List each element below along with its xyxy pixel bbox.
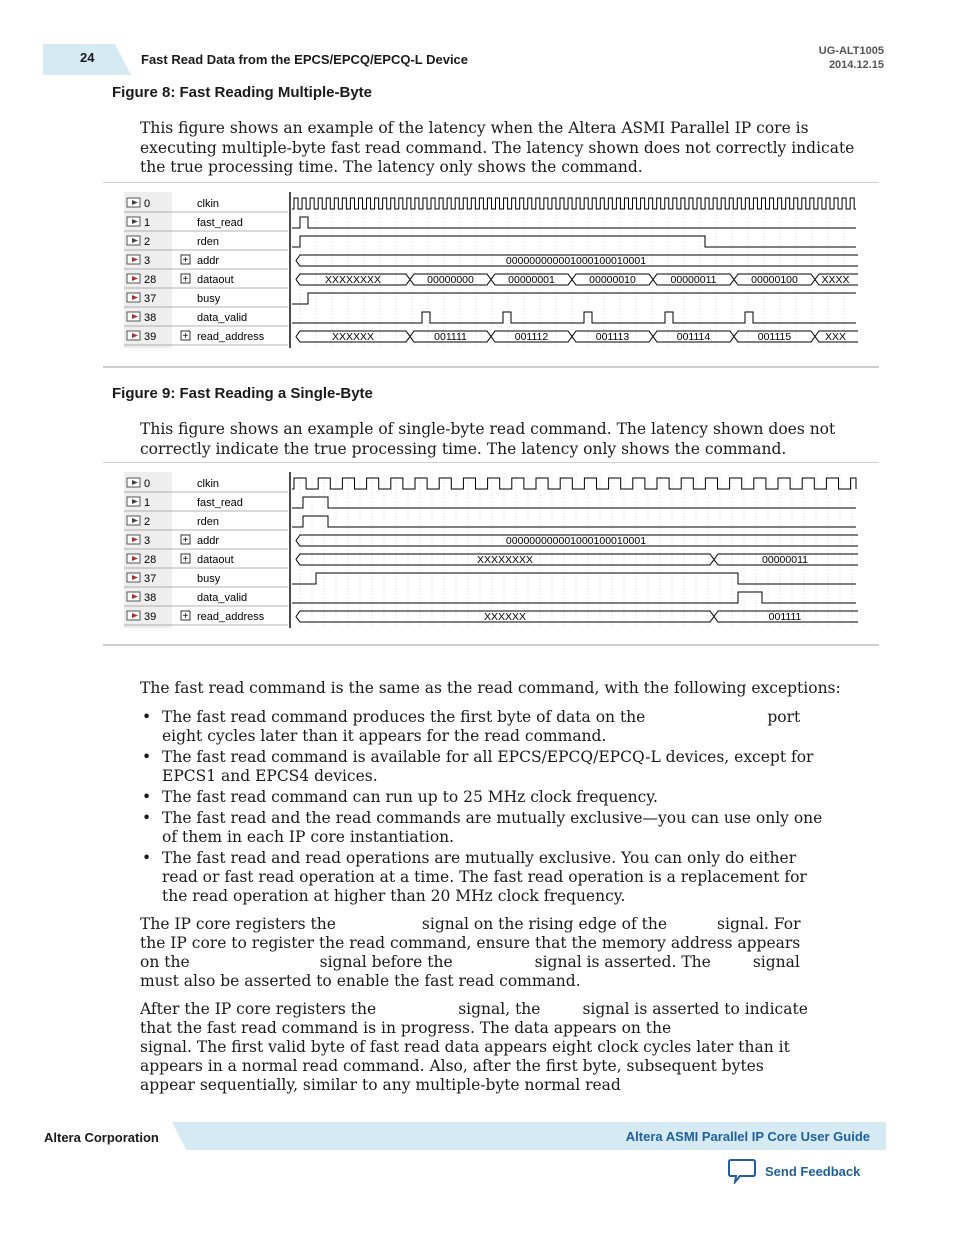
signal-icon: [127, 331, 140, 340]
section-title: Fast Read Data from the EPCS/EPCQ/EPCQ-L Device: [141, 52, 469, 67]
signal-index: 0: [144, 478, 151, 490]
signal-index: 37: [144, 573, 157, 585]
send-feedback-link[interactable]: [727, 1158, 860, 1184]
signal-name: addr: [197, 255, 220, 267]
read-address-value: 001113: [595, 331, 630, 343]
expand-plus: +: [182, 255, 189, 266]
read-address-value: XXXXXX: [483, 611, 527, 623]
dataout-value: 00000010: [589, 274, 636, 286]
send-feedback-label: Send Feedback: [765, 1163, 861, 1179]
figure-9-bottom-rule: [103, 644, 879, 646]
signal-icon: [127, 611, 140, 620]
signal-index: 1: [144, 497, 151, 509]
dataout-value: 00000011: [762, 554, 808, 566]
figure-8-caption: This figure shows an example of the latency when the Altera ASMI Parallel IP core is executing multiple-byte fast read command. The latency shown does not correctly indicate the true processing time. The latency only shows the command.: [140, 119, 855, 176]
signal-icon: [127, 535, 140, 544]
rden-wave: [292, 236, 856, 247]
list-item: • The fast read and read operations are mutually exclusive. You can only do either read or fast read operation at a time. The fast read operation is a replacement for the read operation at higher than 20 MHz clock frequency.: [140, 849, 830, 906]
signal-index: 28: [144, 554, 157, 566]
figure-8-waveform: [124, 192, 858, 350]
waveform-svg: [124, 192, 858, 350]
index-panel: [124, 192, 172, 348]
dataout-value: XXXX: [821, 274, 850, 286]
doc-id: UG-ALT1005: [818, 45, 884, 57]
expand-plus: +: [182, 611, 189, 622]
signal-icon: [127, 236, 140, 245]
signal-name: clkin: [197, 478, 220, 490]
list-item: • The fast read and the read commands are mutually exclusive—you can use only one of them in each IP core instantiation.: [140, 809, 830, 847]
signal-name: clkin: [197, 198, 220, 210]
figure-9-caption: This figure shows an example of single-byte read command. The latency shown does not correctly indicate the true processing time. The latency only shows the command.: [140, 420, 836, 458]
addr-value: 000000000001000100010001: [505, 535, 647, 547]
intro-paragraph: The fast read command is the same as the read command, with the following exceptions:: [140, 679, 841, 697]
data-valid-wave: [292, 312, 856, 323]
signal-icon: [127, 217, 140, 226]
signal-index: 39: [144, 331, 157, 343]
fast-read-wave: [292, 217, 856, 228]
dataout-value: XXXXXXXX: [476, 554, 534, 566]
signal-icon: [127, 573, 140, 582]
signal-name: busy: [197, 293, 221, 305]
read-address-value: 001115: [757, 331, 792, 343]
signal-icon: [127, 516, 140, 525]
addr-value: 000000000001000100010001: [505, 255, 647, 267]
footer-company: Altera Corporation: [44, 1130, 159, 1145]
speech-bubble-icon: [727, 1158, 757, 1184]
signal-index: 3: [144, 255, 151, 267]
figure-9-title: Figure 9: Fast Reading a Single-Byte: [112, 385, 373, 402]
list-item: • The fast read command can run up to 25 MHz clock frequency.: [140, 788, 830, 807]
dataout-value: 00000000: [427, 274, 474, 286]
figure-8-bottom-rule: [103, 366, 879, 368]
signal-index: 1: [144, 217, 151, 229]
read-address-value: 001111: [768, 611, 802, 623]
doc-date: 2014.12.15: [828, 59, 884, 71]
index-panel: [124, 472, 172, 628]
signal-index: 2: [144, 516, 151, 528]
read-address-value: XXX: [824, 331, 847, 343]
signal-index: 38: [144, 592, 157, 604]
signal-name: read_address: [197, 611, 265, 623]
signal-name: read_address: [197, 331, 265, 343]
figure-8-top-rule: [103, 182, 879, 183]
signal-index: 28: [144, 274, 157, 286]
signal-name: rden: [197, 236, 220, 248]
expand-plus: +: [182, 535, 189, 546]
dataout-value: 00000001: [508, 274, 555, 286]
signal-icon: [127, 497, 140, 506]
list-item: • The fast read command produces the first byte of data on the port eight cycles later than it appears for the read command.: [140, 708, 830, 746]
signal-index: 39: [144, 611, 157, 623]
footer-guide-link[interactable]: Altera ASMI Parallel IP Core User Guide: [625, 1129, 870, 1144]
signal-index: 3: [144, 535, 151, 547]
signal-name: busy: [197, 573, 221, 585]
page-number: 24: [80, 50, 95, 65]
signal-icon: [127, 198, 140, 207]
busy-wave: [292, 573, 856, 584]
figure-8-title: Figure 8: Fast Reading Multiple-Byte: [112, 84, 373, 101]
waveform-svg: [124, 472, 858, 630]
register-paragraph: The IP core registers the signal on the rising edge of the signal. For the IP core to register the read command, ensure that the memory address appears on the signal before the signal is asserted. The signal must also be asserted to enable the fast read command.: [140, 915, 801, 990]
read-address-value: 001111: [434, 331, 467, 343]
dataout-value: 00000011: [670, 274, 717, 286]
signal-icon: [127, 312, 140, 321]
signal-icon: [127, 255, 140, 264]
exceptions-list: [140, 708, 830, 908]
list-item: • The fast read command is available for all EPCS/EPCQ/EPCQ-L devices, except for EPCS1 and EPCS4 devices.: [140, 748, 830, 786]
signal-index: 37: [144, 293, 157, 305]
clkin-wave: [292, 198, 856, 209]
clkin-wave: [292, 478, 856, 489]
read-address-value: 001112: [514, 331, 549, 343]
progress-paragraph: After the IP core registers the signal, the signal is asserted to indicate that the fast read command is in progress. The data appears on thesignal. The first valid byte of fast read data appears eight clock cycles later than it appears in a normal read command. Also, after the first byte, subsequent bytes appear sequentially, similar to any multiple-byte normal read: [140, 1000, 808, 1094]
signal-name: dataout: [197, 274, 234, 286]
figure-9-waveform: [124, 472, 858, 630]
busy-wave: [292, 293, 856, 304]
signal-name: rden: [197, 516, 220, 528]
dataout-value: 00000100: [751, 274, 798, 286]
signal-index: 2: [144, 236, 151, 248]
read-address-value: XXXXXX: [331, 331, 375, 343]
signal-name: fast_read: [197, 497, 243, 509]
expand-plus: +: [182, 331, 189, 342]
read-address-value: 001114: [676, 331, 711, 343]
signal-name: data_valid: [197, 592, 248, 604]
signal-icon: [127, 554, 140, 563]
signal-index: 38: [144, 312, 157, 324]
expand-plus: +: [182, 554, 189, 565]
signal-icon: [127, 274, 140, 283]
signal-name: addr: [197, 535, 220, 547]
dataout-value: XXXXXXXX: [324, 274, 382, 286]
signal-icon: [127, 293, 140, 302]
signal-index: 0: [144, 198, 151, 210]
expand-plus: +: [182, 274, 189, 285]
signal-icon: [127, 592, 140, 601]
rden-wave: [292, 516, 856, 527]
signal-icon: [127, 478, 140, 487]
signal-name: data_valid: [197, 312, 248, 324]
fast-read-wave: [292, 497, 856, 508]
figure-9-top-rule: [103, 462, 879, 463]
doc-info: [819, 44, 884, 72]
signal-name: fast_read: [197, 217, 243, 229]
signal-name: dataout: [197, 554, 234, 566]
data-valid-wave: [292, 592, 856, 603]
